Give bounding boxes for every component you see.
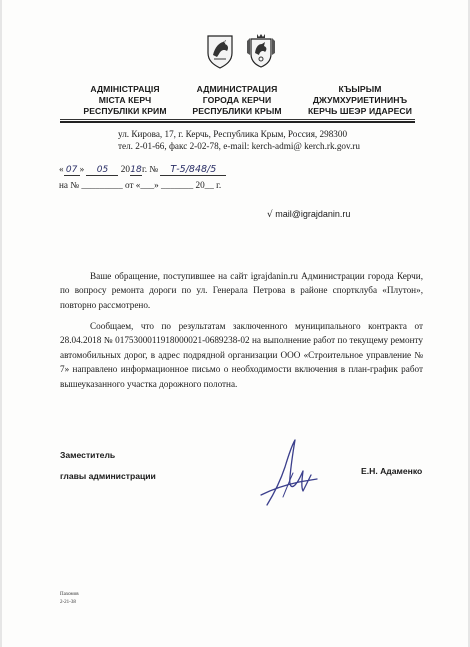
handwritten-day: 07 xyxy=(64,165,80,176)
address-line: ул. Кирова, 17, г. Керчь, Республика Крым, Россия, 298300 xyxy=(118,129,348,139)
header-divider-thin xyxy=(60,119,415,120)
outgoing-reference xyxy=(59,164,226,176)
header-crimean-tatar xyxy=(290,84,430,117)
page-edge-left xyxy=(0,0,2,647)
crimea-coat-of-arms-icon xyxy=(246,33,276,69)
handwritten-signature xyxy=(255,437,325,507)
executor-info xyxy=(60,591,79,607)
signatory-title xyxy=(60,445,156,487)
executor-name: Пахомов xyxy=(60,592,79,597)
header-ukrainian-line: РЕСПУБЛІКИ КРИМ xyxy=(83,106,167,116)
year-prefix: 20 xyxy=(120,164,130,174)
header-ukrainian-line: МІСТА КЕРЧ xyxy=(98,95,152,105)
contacts-line: тел. 2-01-66, факс 2-02-78, e-mail: kerch-admi@ kerch.rk.gov.ru xyxy=(118,141,360,151)
date-close-quote: » xyxy=(79,164,85,174)
year-suffix: г. № xyxy=(141,164,159,174)
header-ukrainian-line: АДМІНІСТРАЦІЯ xyxy=(90,84,160,94)
signatory-name: Е.Н. Адаменко xyxy=(361,466,423,476)
kerch-coat-of-arms-icon xyxy=(205,33,235,69)
recipient-email: mail@igrajdanin.ru xyxy=(275,209,351,219)
header-russian-line: АДМИНИСТРАЦИЯ xyxy=(196,84,278,94)
recipient xyxy=(267,209,350,220)
date-open-quote: « xyxy=(59,164,64,174)
header-russian xyxy=(167,84,307,117)
header-crimean-tatar-line: КЪЫРЫМ xyxy=(338,84,382,94)
signatory-title-line2: главы администрации xyxy=(60,471,156,481)
header-crimean-tatar-line: КЕРЧЬ ШЕЭР ИДАРЕСИ xyxy=(307,106,413,116)
header-divider-thick xyxy=(60,121,415,123)
paragraph-contract: Сообщаем, что по результатам заключенного муниципального контракта от 28.04.2018 № 0175300011918000021-0689238-02 на выполнение работ по текущему ремонту автомобильных дорог, в адрес подрядной организации ООО «Строительное управление № 7» направлено информационное письмо о необходимости включения в план-график работ вышеуказанного участка дорожного полотна. xyxy=(60,321,423,389)
header-russian-line: ГОРОДА КЕРЧИ xyxy=(202,95,272,105)
handwritten-outgoing-number: Т-5/848/5 xyxy=(160,164,226,176)
executor-phone: 2-21-38 xyxy=(60,600,76,605)
incoming-reference: на № _________ от «___» _______ 20__ г. xyxy=(59,180,222,190)
handwritten-month: 05 xyxy=(86,165,118,176)
paragraph-appeal: Ваше обращение, поступившее на сайт igrajdanin.ru Администрации города Керчи, по вопросу ремонта дороги по ул. Генерала Петрова в районе спортклуба «Плутон», повторно рассмотрено. xyxy=(60,271,423,310)
check-mark-icon: √ xyxy=(267,210,273,220)
handwritten-year: 18 xyxy=(130,165,142,175)
header-russian-line: РЕСПУБЛИКИ КРЫМ xyxy=(192,106,282,116)
signatory-title-line1: Заместитель xyxy=(60,450,116,460)
header-crimean-tatar-line: ДЖУМХУРИЕТИНИНЪ xyxy=(312,95,408,105)
